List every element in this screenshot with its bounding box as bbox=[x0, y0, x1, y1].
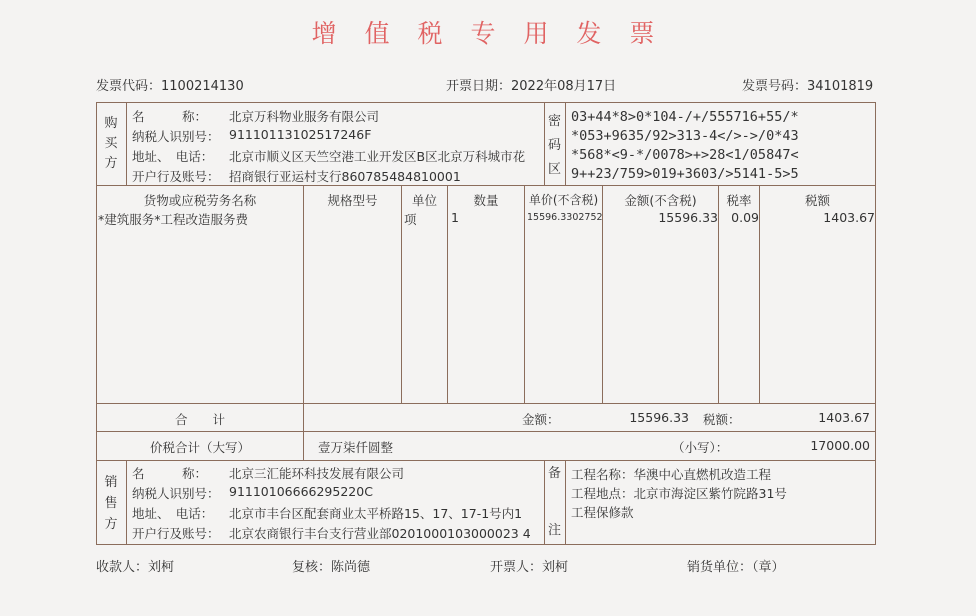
payee-label: 收款人： bbox=[96, 560, 149, 575]
col-header-name: 货物或应税劳务名称 bbox=[143, 193, 257, 208]
reviewer bbox=[292, 556, 370, 575]
invoice-number-label: 发票号码： bbox=[742, 79, 808, 94]
buyer-name-label: 名 称： bbox=[132, 109, 208, 124]
issue-date-value: 2022年08月17日 bbox=[511, 79, 617, 94]
col-header-tax: 税额 bbox=[804, 193, 830, 208]
col-header-spec: 规格型号 bbox=[327, 193, 378, 208]
cipher-side-label bbox=[544, 110, 565, 182]
seller-address-label: 地址、 电话： bbox=[132, 506, 214, 521]
drawer bbox=[490, 556, 568, 575]
item-unit: 项 bbox=[404, 212, 417, 227]
buyer-side-char: 购 bbox=[104, 116, 118, 131]
remarks-line: 工程保修款 bbox=[571, 505, 634, 520]
item-price: 15596.3302752 bbox=[527, 212, 603, 223]
cipher-line: *053+9635/92>313-4</>->/0*43 bbox=[571, 128, 799, 144]
buyer-address: 北京市顺义区天竺空港工业开发区B区北京万科城市花 bbox=[229, 149, 526, 164]
cipher-side-char: 密 bbox=[547, 114, 561, 129]
invoice-code-label: 发票代码： bbox=[96, 79, 162, 94]
buyer-tax-id: 91110113102517246F bbox=[229, 127, 372, 142]
issue-date-label: 开票日期： bbox=[446, 79, 512, 94]
seller-name-label: 名 称： bbox=[132, 466, 208, 481]
cipher-line: 9++23/759>019+3603/>5141-5>5 bbox=[571, 166, 799, 182]
seller-side-char: 售 bbox=[104, 496, 118, 511]
seller-tax-id-label: 纳税人识别号： bbox=[132, 486, 220, 501]
invoice-title: 增 值 税 专 用 发 票 bbox=[311, 19, 665, 48]
seller-bank: 北京农商银行丰台支行营业部0201000103000023 4 bbox=[229, 526, 531, 541]
cipher-side-char: 区 bbox=[547, 162, 561, 177]
col-header-unit: 单位 bbox=[411, 193, 437, 208]
drawer-value: 刘柯 bbox=[542, 560, 569, 575]
grand-total-label: 价税合计（大写） bbox=[149, 440, 250, 455]
cipher-line: *568*<9-*/0078>+>28<1/05847< bbox=[571, 147, 799, 163]
grand-total-lowercase-label: （小写）： bbox=[672, 440, 729, 455]
remarks-side-label-top: 备 bbox=[547, 466, 561, 481]
buyer-side-char: 买 bbox=[104, 136, 118, 151]
buyer-side-label bbox=[96, 114, 126, 174]
buyer-bank-label: 开户行及账号： bbox=[132, 169, 220, 184]
item-amount: 15596.33 bbox=[658, 210, 718, 225]
cipher-side-char: 码 bbox=[547, 138, 561, 153]
seller-unit-seal: 销货单位：（章） bbox=[687, 560, 785, 575]
item-qty: 1 bbox=[451, 210, 459, 225]
buyer-side-char: 方 bbox=[104, 156, 118, 171]
seller-bank-label: 开户行及账号： bbox=[132, 526, 220, 541]
remarks-line: 工程名称：华澳中心直燃机改造工程 bbox=[571, 467, 772, 482]
remarks-text bbox=[571, 465, 787, 522]
invoice-code bbox=[96, 75, 244, 94]
totals-amount-label: 金额： bbox=[522, 412, 560, 427]
item-tax: 1403.67 bbox=[823, 210, 875, 225]
grand-total-uppercase: 壹万柒仟圆整 bbox=[318, 440, 394, 455]
buyer-address-label: 地址、 电话： bbox=[132, 149, 214, 164]
drawer-label: 开票人： bbox=[490, 560, 543, 575]
totals-tax-label: 税额： bbox=[703, 412, 741, 427]
seller-side-label bbox=[96, 472, 126, 535]
invoice-number bbox=[742, 75, 873, 94]
item-rate: 0.09 bbox=[731, 210, 759, 225]
seller-name: 北京三汇能环科技发展有限公司 bbox=[229, 466, 405, 481]
buyer-name: 北京万科物业服务有限公司 bbox=[229, 109, 380, 124]
payee-value: 刘柯 bbox=[148, 560, 175, 575]
payee bbox=[96, 556, 174, 575]
totals-amount: 15596.33 bbox=[629, 410, 689, 425]
grand-total-lowercase: 17000.00 bbox=[810, 438, 870, 453]
issue-date bbox=[446, 75, 616, 94]
col-header-qty: 数量 bbox=[473, 193, 499, 208]
cipher-line: 03+44*8>0*104-/+/555716+55/* bbox=[571, 109, 799, 125]
remarks-side-label-bottom: 注 bbox=[547, 523, 561, 538]
seller-side-char: 销 bbox=[104, 475, 118, 490]
totals-tax: 1403.67 bbox=[818, 410, 870, 425]
col-header-rate: 税率 bbox=[726, 193, 752, 208]
buyer-bank: 招商银行亚运村支行860785484810001 bbox=[229, 169, 461, 184]
invoice-number-value: 34101819 bbox=[807, 79, 874, 94]
reviewer-label: 复核： bbox=[292, 560, 332, 575]
totals-label: 合 计 bbox=[174, 412, 225, 427]
seller-tax-id: 91110106666295220C bbox=[229, 484, 373, 499]
seller-address: 北京市丰台区配套商业太平桥路15、17、17-1号内1 bbox=[229, 506, 523, 521]
invoice-code-value: 1100214130 bbox=[161, 79, 244, 94]
buyer-tax-id-label: 纳税人识别号： bbox=[132, 129, 220, 144]
reviewer-value: 陈尚德 bbox=[331, 560, 371, 575]
seller-side-char: 方 bbox=[104, 517, 118, 532]
cipher-text bbox=[571, 108, 873, 184]
col-header-price: 单价(不含税) bbox=[528, 193, 599, 207]
remarks-line: 工程地点：北京市海淀区紫竹院路31号 bbox=[571, 486, 787, 501]
item-name: *建筑服务*工程改造服务费 bbox=[98, 212, 249, 227]
col-header-amount: 金额(不含税) bbox=[624, 193, 697, 208]
